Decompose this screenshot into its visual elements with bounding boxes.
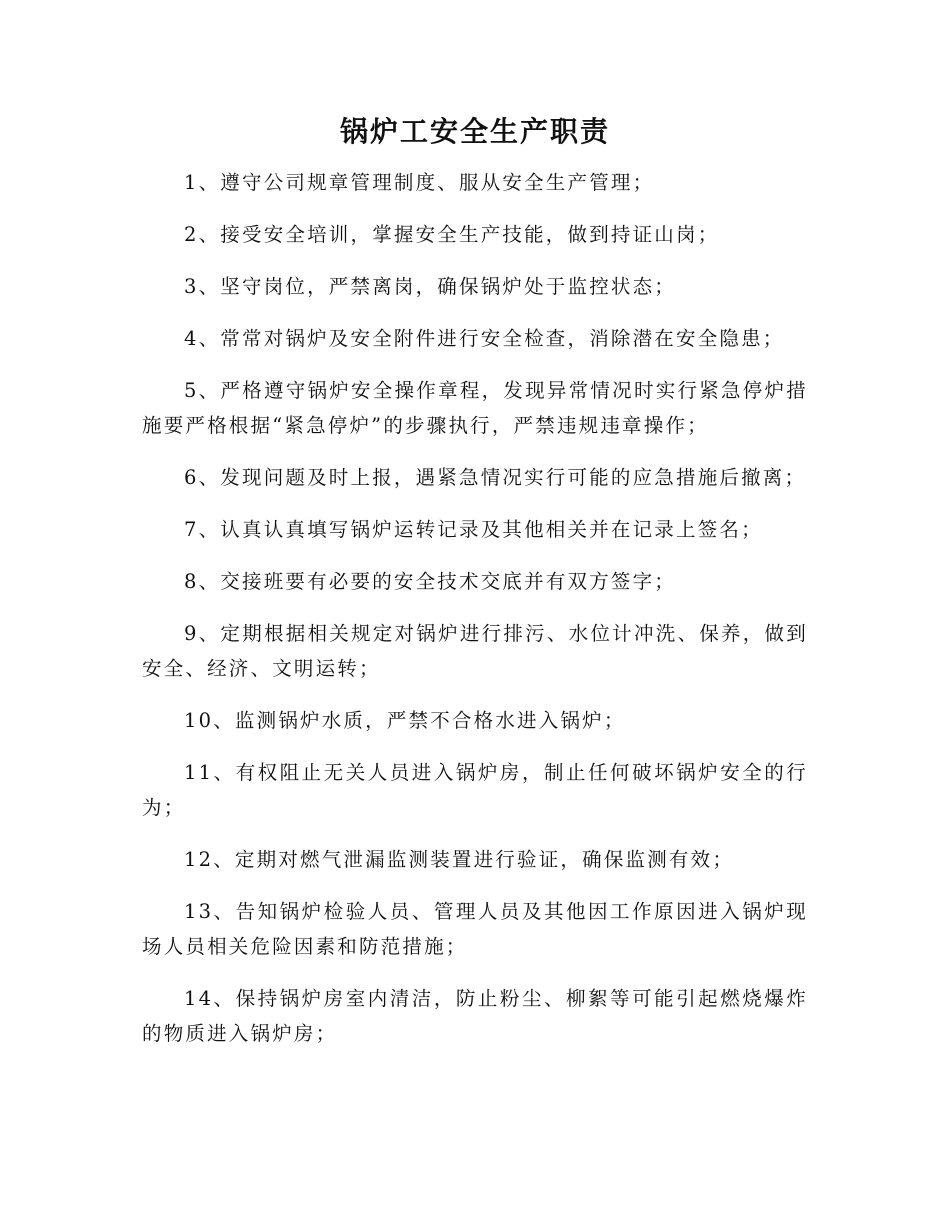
duty-item-1: 1、遵守公司规章管理制度、服从安全生产管理； (184, 171, 655, 194)
document-title: 锅炉工安全生产职责 (339, 115, 610, 148)
duty-item-13: 13、告知锅炉检验人员、管理人员及其他因工作原因进入锅炉现场人员相关危险因素和防范措施； (142, 900, 808, 958)
duty-item-4: 4、常常对锅炉及安全附件进行安全检查，消除潜在安全隐患； (184, 327, 785, 350)
duty-item-11: 11、有权阻止无关人员进入锅炉房，制止任何破坏锅炉安全的行为； (142, 761, 808, 819)
duty-item-14: 14、保持锅炉房室内清洁，防止粉尘、柳絮等可能引起燃烧爆炸的物质进入锅炉房； (142, 987, 808, 1045)
duty-item-8: 8、交接班要有必要的安全技术交底并有双方签字； (184, 570, 677, 593)
duty-item-12: 12、定期对燃气泄漏监测装置进行验证，确保监测有效； (184, 848, 735, 871)
document-body (142, 165, 808, 1068)
duty-item-3: 3、坚守岗位，严禁离岗，确保锅炉处于监控状态； (184, 275, 677, 298)
duty-item-10: 10、监测锅炉水质，严禁不合格水进入锅炉； (184, 709, 626, 732)
duty-item-5: 5、严格遵守锅炉安全操作章程，发现异常情况时实行紧急停炉措施要严格根据“紧急停炉”的步骤执行，严禁违规违章操作； (142, 379, 808, 437)
duty-item-2: 2、接受安全培训，掌握安全生产技能，做到持证山岗； (184, 223, 720, 246)
duty-item-7: 7、认真认真填写锅炉运转记录及其他相关并在记录上签名； (184, 518, 763, 541)
duty-item-6: 6、发现问题及时上报，遇紧急情况实行可能的应急措施后撤离； (184, 466, 807, 489)
duty-item-9: 9、定期根据相关规定对锅炉进行排污、水位计冲洗、保养，做到安全、经济、文明运转； (142, 622, 808, 680)
